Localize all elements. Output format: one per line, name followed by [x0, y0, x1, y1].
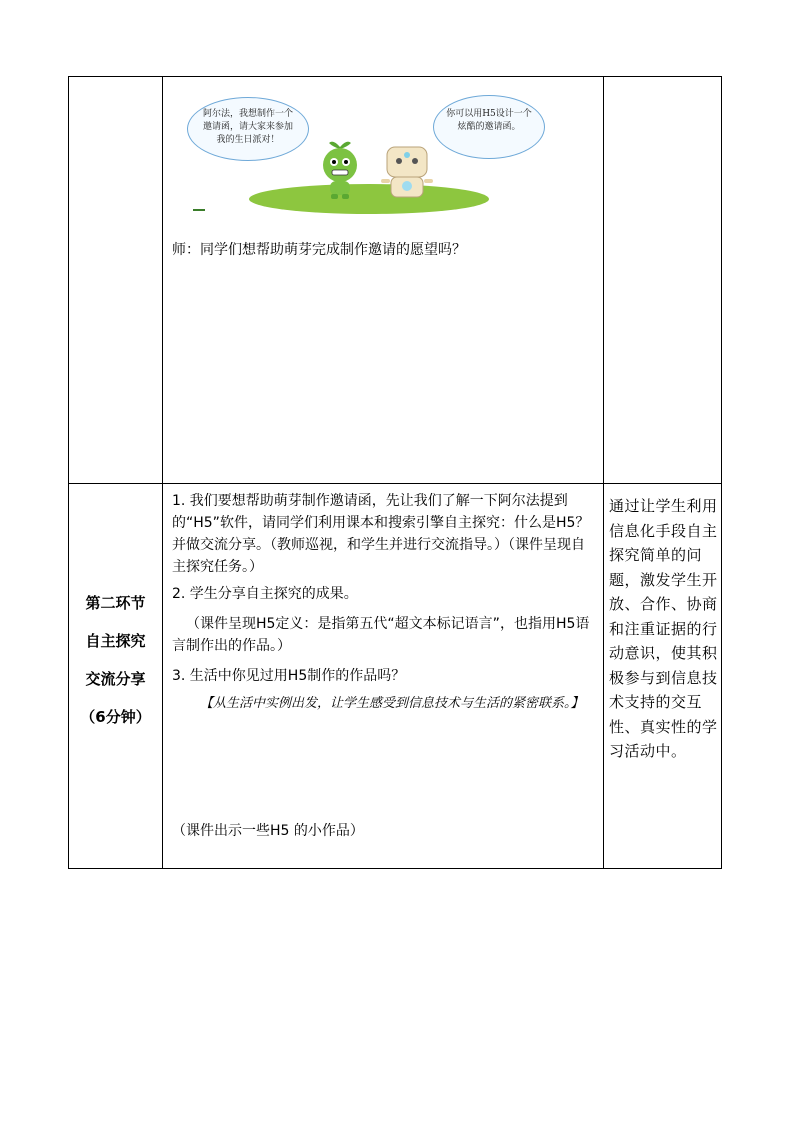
table-row	[69, 77, 722, 484]
speech-bubble-right-text: 你可以用H5设计一个炫酷的邀请函。	[446, 109, 532, 132]
speech-bubble-left-text: 阿尔法，我想制作一个邀请函，请大家来参加我的生日派对！	[202, 109, 293, 145]
grass-ground	[249, 184, 489, 214]
sprout-mascot-icon	[319, 139, 361, 201]
stage-cell-empty	[69, 77, 163, 484]
lesson-table	[68, 76, 722, 869]
content-cell	[163, 484, 604, 869]
h5-definition-text: （课件呈现H5定义：是指第五代“超文本标记语言”，也指用H5语言制作出的作品。）	[172, 616, 590, 654]
intent-cell-empty	[604, 77, 722, 484]
step-1-text: 1. 我们要想帮助萌芽制作邀请函，先让我们了解一下阿尔法提到的“H5”软件，请同学们利用课本和搜索引擎自主探究：什么是H5？并做交流分享。（教师巡视，和学生并进行交流指导。）（课件呈现自主探究任务。）	[172, 493, 590, 575]
teacher-question: 师：同学们想帮助萌芽完成制作邀请的愿望吗？	[172, 242, 466, 258]
intent-cell	[604, 484, 722, 869]
intro-illustration	[163, 77, 603, 222]
speech-bubble-right	[433, 95, 545, 159]
step-2-text: 2. 学生分享自主探究的成果。	[172, 586, 358, 602]
stage-duration: （6分钟）	[80, 708, 151, 726]
stage-label	[69, 484, 162, 736]
robot-mascot-icon	[381, 141, 433, 203]
stage-subtitle-2: 交流分享	[85, 670, 146, 688]
stage-cell	[69, 484, 163, 869]
decorative-dash	[193, 209, 205, 211]
content-cell	[163, 77, 604, 484]
table-row	[69, 484, 722, 869]
speech-bubble-left	[187, 97, 309, 161]
courseware-note-text: （课件出示一些H5 的小作品）	[172, 823, 364, 839]
design-intent-text: 通过让学生利用信息化手段自主探究简单的问题，激发学生开放、合作、协商和注重证据的行动意识，使其积极参与到信息技术支持的交互性、真实性的学习活动中。	[609, 497, 718, 760]
activity-content	[163, 484, 603, 862]
step-3-text: 3. 生活中你见过用H5制作的作品吗？	[172, 668, 406, 684]
design-note-text: 【从生活中实例出发，让学生感受到信息技术与生活的紧密联系。】	[200, 696, 584, 711]
stage-subtitle-1: 自主探究	[85, 632, 146, 650]
stage-title: 第二环节	[85, 594, 146, 612]
